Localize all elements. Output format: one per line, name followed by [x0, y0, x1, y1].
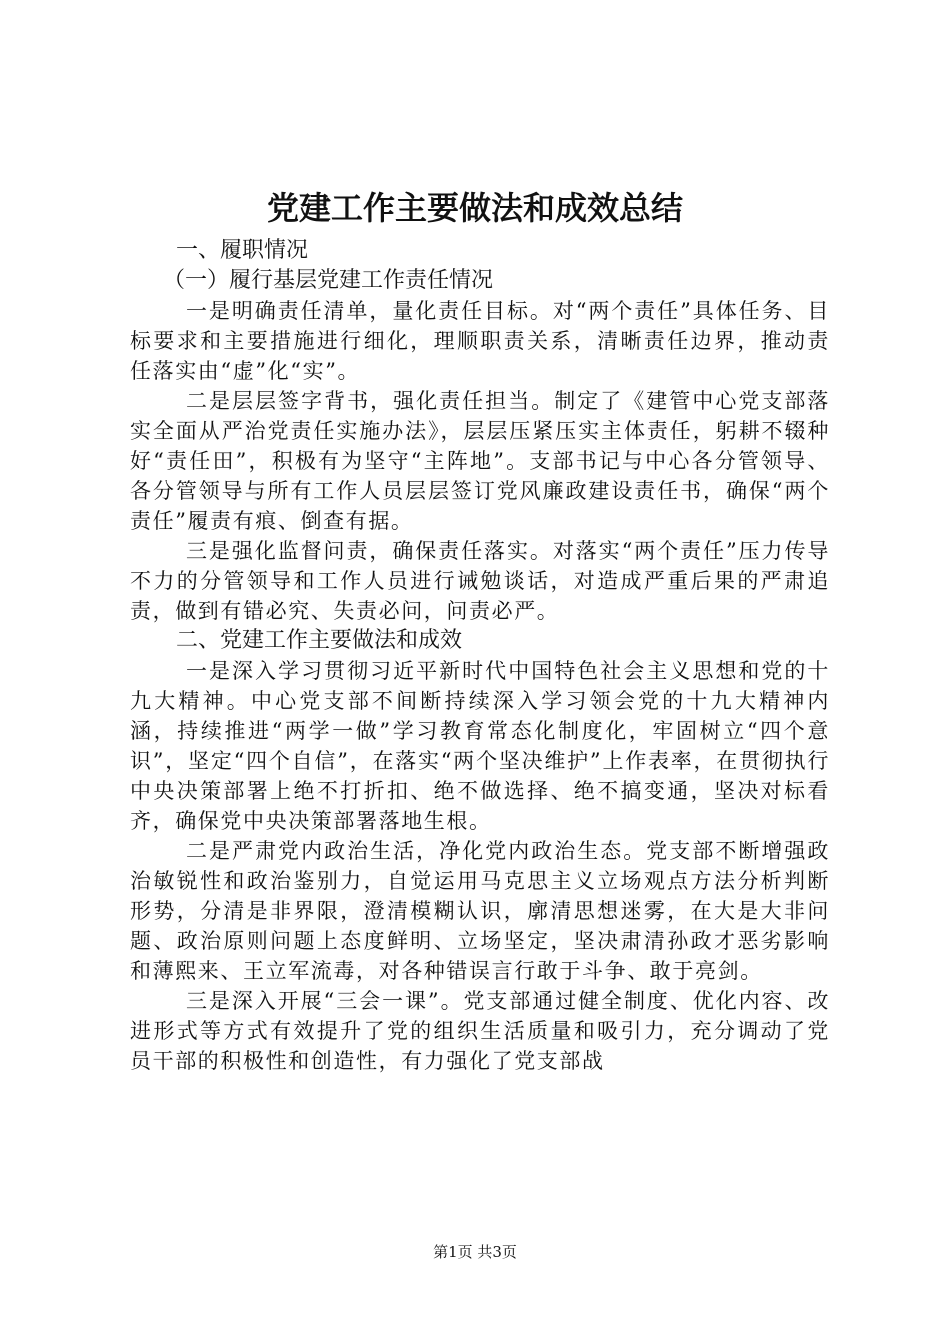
page-footer: 第1页 共3页 — [433, 1243, 517, 1261]
subsection-heading-1-1: （一）履行基层党建工作责任情况 — [163, 268, 494, 293]
document-title: 党建工作主要做法和成效总结 — [266, 189, 683, 227]
paragraph-5: 二是严肃党内政治生活，净化党内政治生态。党支部不断增强政治敏锐性和政治鉴别力，自觉运用马克思主义立场观点方法分析判断形势，分清是非界限，澄清模糊认识，廓清思想迷雾，在大是大非问题、政治原则问题上态度鲜明、立场坚定，坚决肃清孙政才恶劣影响和薄熙来、王立军流毒，对各种错误言行敢于斗争、敢于亮剑。 — [130, 839, 830, 983]
paragraph-4: 一是深入学习贯彻习近平新时代中国特色社会主义思想和党的十九大精神。中心党支部不间断持续深入学习领会党的十九大精神内涵，持续推进“两学一做”学习教育常态化制度化，牢固树立“四个意识”，坚定“四个自信”，在落实“两个坚决维护”上作表率，在贯彻执行中央决策部署上绝不打折扣、绝不做选择、绝不搞变通，坚决对标看齐，确保党中央决策部署落地生根。 — [130, 659, 830, 833]
document-body — [130, 236, 830, 1076]
paragraph-2: 二是层层签字背书，强化责任担当。制定了《建管中心党支部落实全面从严治党责任实施办法》，层层压紧压实主体责任，躬耕不辍种好“责任田”，积极有为坚守“主阵地”。支部书记与中心各分管领导、各分管领导与所有工作人员层层签订党风廉政建设责任书，确保“两个责任”履责有痕、倒查有据。 — [130, 389, 830, 533]
section-heading-2: 二、党建工作主要做法和成效 — [176, 628, 463, 653]
paragraph-3: 三是强化监督问责，确保责任落实。对落实“两个责任”压力传导不力的分管领导和工作人员进行诫勉谈话，对造成严重后果的严肃追责，做到有错必究、失责必问，问责必严。 — [130, 539, 830, 623]
paragraph-1: 一是明确责任清单，量化责任目标。对“两个责任”具体任务、目标要求和主要措施进行细化，理顺职责关系，清晰责任边界，推动责任落实由“虚”化“实”。 — [130, 299, 830, 383]
section-heading-1: 一、履职情况 — [176, 238, 309, 263]
paragraph-6: 三是深入开展“三会一课”。党支部通过健全制度、优化内容、改进形式等方式有效提升了党的组织生活质量和吸引力，充分调动了党员干部的积极性和创造性，有力强化了党支部战 — [130, 989, 830, 1073]
